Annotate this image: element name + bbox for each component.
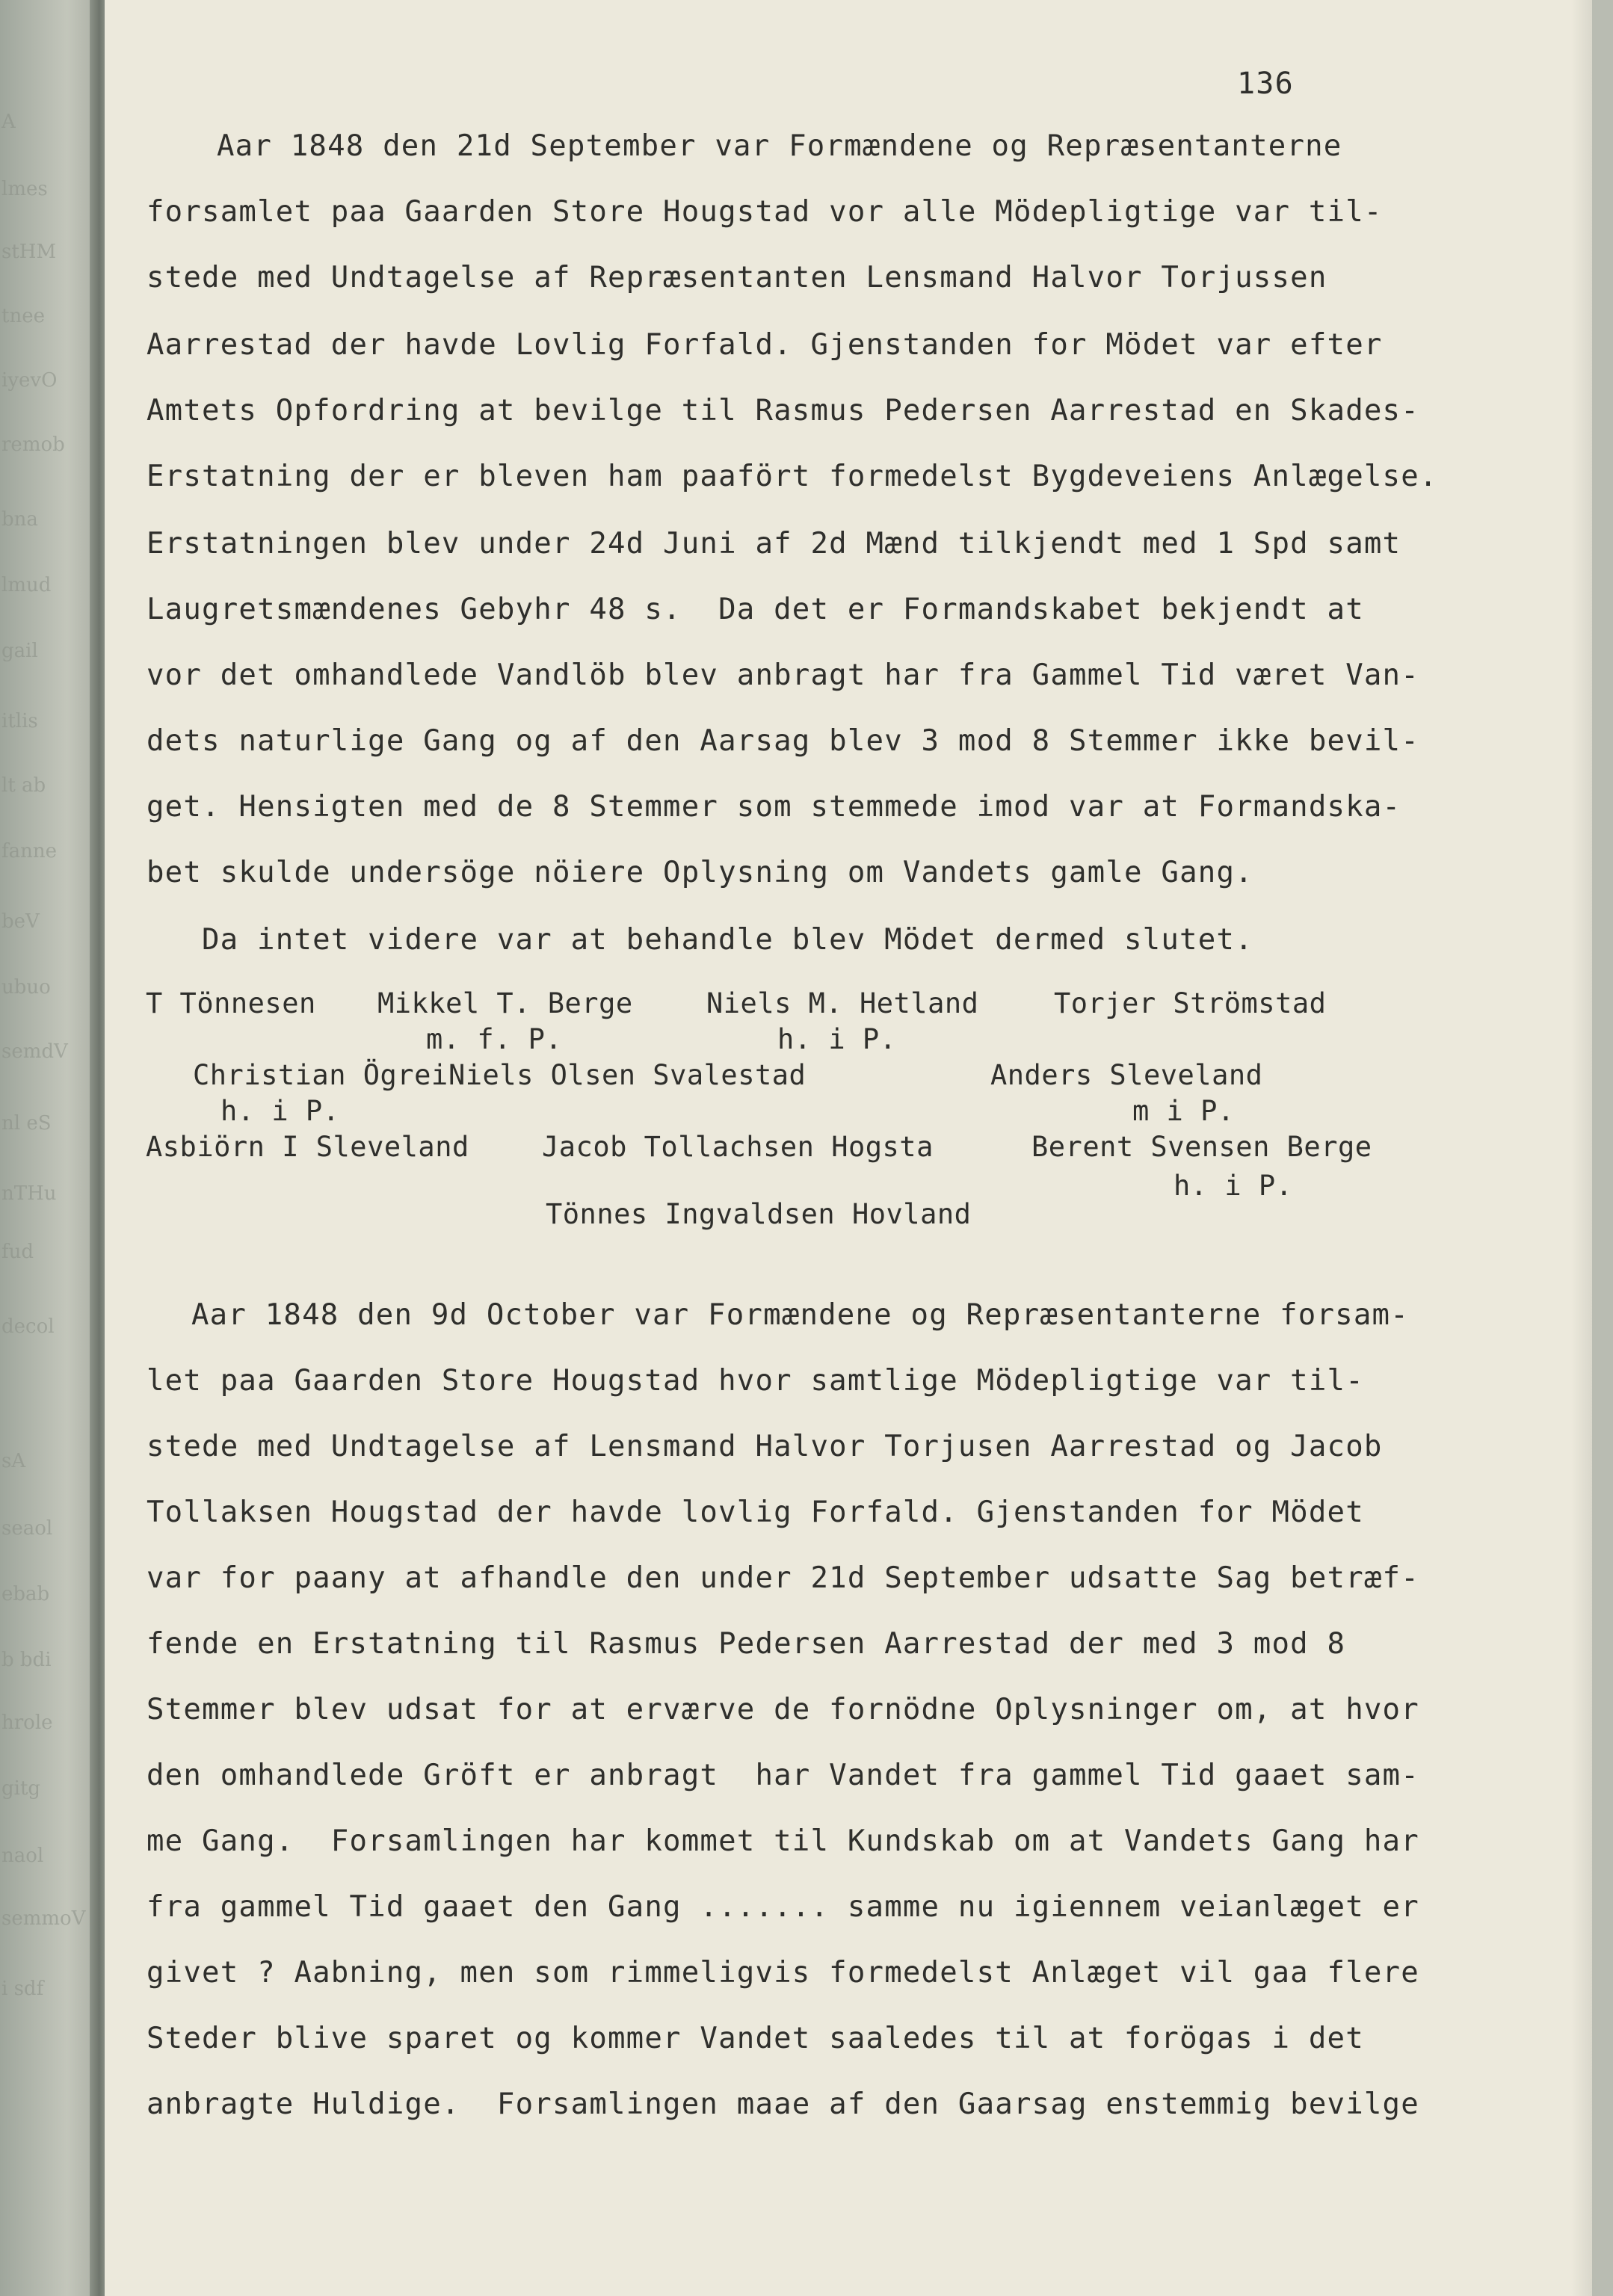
margin-fragment: beV xyxy=(1,910,40,933)
entry1-line: Laugretsmændenes Gebyhr 48 s. Da det er Formandskabet bekjendt at xyxy=(147,593,1364,626)
entry2-line: let paa Gaarden Store Hougstad hvor samtlige Mödepligtige var til- xyxy=(147,1364,1364,1398)
previous-page-edge xyxy=(0,0,96,2296)
margin-fragment: bna xyxy=(1,508,38,531)
page-number: 136 xyxy=(1237,67,1294,101)
entry2-line: me Gang. Forsamlingen har kommet til Kundskab om at Vandets Gang har xyxy=(147,1824,1419,1858)
entry2-line: den omhandlede Gröft er anbragt har Vandet fra gammel Tid gaaet sam- xyxy=(147,1759,1419,1792)
signature: Anders Sleveland xyxy=(990,1059,1263,1091)
entry2-line: fra gammel Tid gaaet den Gang ....... samme nu igiennem veianlæget er xyxy=(147,1890,1419,1924)
signature: Niels Olsen Svalestad xyxy=(448,1059,806,1091)
entry2-line: givet ? Aabning, men som rimmeligvis formedelst Anlæget vil gaa flere xyxy=(147,1956,1419,1990)
entry1-line: stede med Undtagelse af Repræsentanten Lensmand Halvor Torjussen xyxy=(147,261,1327,294)
margin-fragment: gail xyxy=(1,640,38,662)
entry1-line: vor det omhandlede Vandlöb blev anbragt har fra Gammel Tid været Van- xyxy=(147,658,1419,692)
signature: Christian Ögrei xyxy=(193,1059,448,1091)
entry2-line: var for paany at afhandle den under 21d September udsatte Sag betræf- xyxy=(147,1561,1419,1595)
signature: Jacob Tollachsen Hogsta xyxy=(542,1131,934,1163)
signature: Torjer Strömstad xyxy=(1054,987,1327,1019)
margin-fragment: b bdi xyxy=(1,1649,52,1671)
entry1-line: get. Hensigten med de 8 Stemmer som stemmede imod var at Formandska- xyxy=(147,790,1401,824)
margin-fragment: lt ab xyxy=(1,774,46,797)
margin-fragment: i sdf xyxy=(1,1978,44,2000)
signature-note: m i P. xyxy=(1132,1095,1235,1127)
margin-fragment: itlis xyxy=(1,710,38,732)
margin-fragment: hrole xyxy=(1,1712,53,1734)
signature: Niels M. Hetland xyxy=(706,987,979,1019)
signature-note: h. i P. xyxy=(220,1095,340,1127)
signature: Tönnes Ingvaldsen Hovland xyxy=(546,1198,972,1230)
entry1-line: bet skulde undersöge nöiere Oplysning om Vandets gamle Gang. xyxy=(147,856,1253,889)
margin-fragment: tnee xyxy=(1,305,45,327)
signature-note: h. i P. xyxy=(777,1023,897,1055)
entry1-line: Da intet videre var at behandle blev Mödet dermed slutet. xyxy=(202,923,1253,957)
entry1-line: dets naturlige Gang og af den Aarsag blev 3 mod 8 Stemmer ikke bevil- xyxy=(147,724,1419,758)
entry1-line: Aarrestad der havde Lovlig Forfald. Gjenstanden for Mödet var efter xyxy=(147,328,1383,362)
margin-fragment: gitg xyxy=(1,1777,41,1800)
page-edge-shadow xyxy=(1571,0,1592,2296)
margin-fragment: naol xyxy=(1,1845,44,1867)
margin-fragment: fud xyxy=(1,1241,34,1263)
entry2-line: anbragte Huldige. Forsamlingen maae af den Gaarsag enstemmig bevilge xyxy=(147,2087,1419,2121)
entry1-line: Erstatningen blev under 24d Juni af 2d Mænd tilkjendt med 1 Spd samt xyxy=(147,527,1401,561)
signature-note: m. f. P. xyxy=(426,1023,563,1055)
margin-fragment: ebab xyxy=(1,1583,50,1605)
entry1-line: forsamlet paa Gaarden Store Hougstad vor alle Mödepligtige var til- xyxy=(147,195,1383,229)
entry2-line: Steder blive sparet og kommer Vandet saaledes til at forögas i det xyxy=(147,2022,1364,2055)
margin-fragment: sA xyxy=(1,1450,26,1472)
margin-fragment: nTHu xyxy=(1,1182,57,1205)
margin-fragment: decol xyxy=(1,1315,55,1338)
signature: Mikkel T. Berge xyxy=(377,987,633,1019)
margin-fragment: ubuo xyxy=(1,976,51,999)
entry1-line: Aar 1848 den 21d September var Formændene og Repræsentanterne xyxy=(217,129,1342,163)
signature: Berent Svensen Berge xyxy=(1031,1131,1372,1163)
entry2-line: Tollaksen Hougstad der havde lovlig Forfald. Gjenstanden for Mödet xyxy=(147,1496,1364,1529)
entry2-line: fende en Erstatning til Rasmus Pedersen Aarrestad der med 3 mod 8 xyxy=(147,1627,1346,1661)
margin-fragment: A xyxy=(1,111,16,133)
margin-fragment: remob xyxy=(1,433,65,456)
signature: T Tönnesen xyxy=(146,987,316,1019)
entry2-line: stede med Undtagelse af Lensmand Halvor Torjusen Aarrestad og Jacob xyxy=(147,1430,1383,1463)
margin-fragment: stHM xyxy=(1,241,57,263)
margin-fragment: lmud xyxy=(1,574,52,596)
entry2-line: Stemmer blev udsat for at erværve de fornödne Oplysninger om, at hvor xyxy=(147,1693,1419,1726)
margin-fragment: semmoV xyxy=(1,1907,86,1930)
margin-fragment: fanne xyxy=(1,840,58,862)
entry2-line: Aar 1848 den 9d October var Formændene og Repræsentanterne forsam- xyxy=(191,1298,1409,1332)
entry1-line: Amtets Opfordring at bevilge til Rasmus Pedersen Aarrestad en Skades- xyxy=(147,394,1419,428)
margin-fragment: lmes xyxy=(1,178,48,200)
signature: Asbiörn I Sleveland xyxy=(146,1131,469,1163)
margin-fragment: semdV xyxy=(1,1040,68,1063)
margin-fragment: nl eS xyxy=(1,1112,52,1135)
document-page xyxy=(105,0,1592,2296)
margin-fragment: iyevO xyxy=(1,369,58,392)
entry1-line: Erstatning der er bleven ham paafört formedelst Bygdeveiens Anlægelse. xyxy=(147,460,1438,493)
signature-note: h. i P. xyxy=(1173,1170,1293,1202)
margin-fragment: seaol xyxy=(1,1517,53,1540)
